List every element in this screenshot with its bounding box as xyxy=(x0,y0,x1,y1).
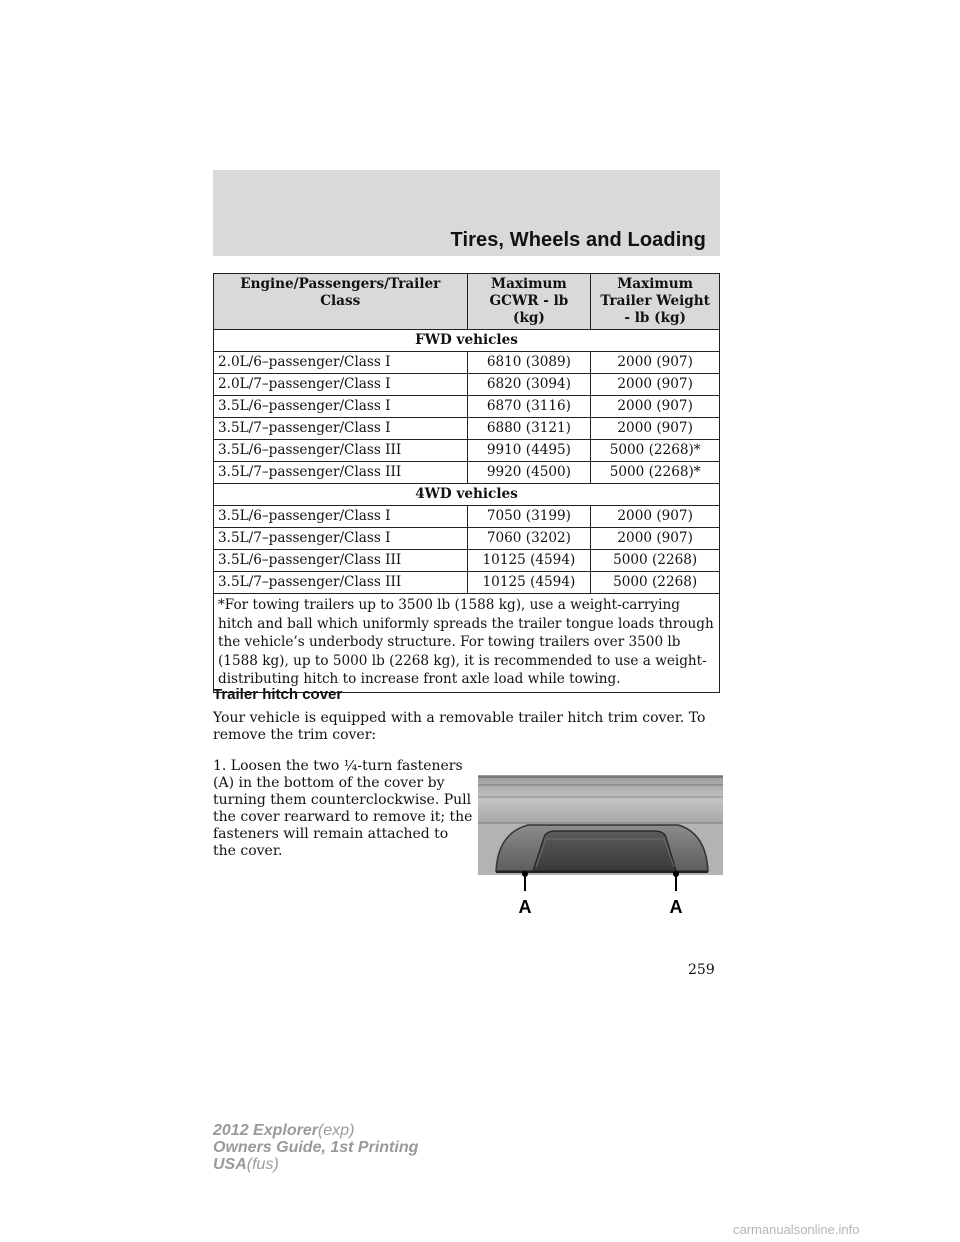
trailer-weight-cell: 5000 (2268)* xyxy=(591,462,720,484)
header-max-gcwr: Maximum GCWR - lb (kg) xyxy=(467,274,591,330)
header-max-trailer-weight: Maximum Trailer Weight - lb (kg) xyxy=(591,274,720,330)
gcwr-cell: 10125 (4594) xyxy=(467,572,591,594)
gcwr-cell: 7050 (3199) xyxy=(467,506,591,528)
trailer-weight-cell: 5000 (2268)* xyxy=(591,440,720,462)
towing-capacity-table xyxy=(213,273,720,693)
group-label: FWD vehicles xyxy=(214,330,720,352)
footer-edition: Owners Guide, 1st Printing xyxy=(213,1139,419,1156)
trailer-weight-cell: 2000 (907) xyxy=(591,506,720,528)
gcwr-cell: 6880 (3121) xyxy=(467,418,591,440)
table-row xyxy=(214,374,720,396)
footer-market: USA xyxy=(213,1156,247,1173)
engine-class-cell: 2.0L/7–passenger/Class I xyxy=(214,374,468,396)
engine-class-cell: 3.5L/6–passenger/Class III xyxy=(214,440,468,462)
engine-class-cell: 3.5L/6–passenger/Class III xyxy=(214,550,468,572)
trailer-weight-cell: 2000 (907) xyxy=(591,528,720,550)
engine-class-cell: 3.5L/7–passenger/Class III xyxy=(214,572,468,594)
trailer-weight-cell: 2000 (907) xyxy=(591,418,720,440)
engine-class-cell: 3.5L/6–passenger/Class I xyxy=(214,396,468,418)
group-row-fwd xyxy=(214,330,720,352)
table-row xyxy=(214,396,720,418)
table-row xyxy=(214,418,720,440)
page-number: 259 xyxy=(688,962,715,978)
gcwr-cell: 10125 (4594) xyxy=(467,550,591,572)
table-header-row xyxy=(214,274,720,330)
table-row xyxy=(214,462,720,484)
trailer-weight-cell: 2000 (907) xyxy=(591,374,720,396)
table-row xyxy=(214,550,720,572)
gcwr-cell: 7060 (3202) xyxy=(467,528,591,550)
table-row xyxy=(214,440,720,462)
cover-recess xyxy=(533,831,676,871)
engine-class-cell: 2.0L/6–passenger/Class I xyxy=(214,352,468,374)
hitch-cover-illustration xyxy=(478,775,723,920)
engine-class-cell: 3.5L/7–passenger/Class I xyxy=(214,528,468,550)
section-title: Tires, Wheels and Loading xyxy=(450,229,706,251)
callout-a-right: A xyxy=(669,897,683,917)
footer-model-code: (exp) xyxy=(317,1122,355,1139)
engine-class-cell: 3.5L/6–passenger/Class I xyxy=(214,506,468,528)
group-row-4wd xyxy=(214,484,720,506)
step-1-text: 1. Loosen the two ¼-turn fasteners (A) in the bottom of the cover by turning them counterclockwise. Pull the cover rearward to remove it; the fasteners will remain attached to the cover. xyxy=(213,758,473,859)
intro-paragraph: Your vehicle is equipped with a removable trailer hitch trim cover. To remove the trim cover: xyxy=(213,710,706,743)
trailer-weight-cell: 2000 (907) xyxy=(591,396,720,418)
fastener-right-dot xyxy=(673,871,679,877)
section-heading: Trailer hitch cover xyxy=(213,686,343,703)
table-row xyxy=(214,352,720,374)
header-engine-class: Engine/Passengers/Trailer Class xyxy=(214,274,468,330)
table-footnote: *For towing trailers up to 3500 lb (1588 kg), use a weight-carrying hitch and ball which uniformly spreads the trailer tongue loads through the vehicle’s underbody structure. For towing trailers over 3500 lb (1588 kg), up to 5000 lb (2268 kg), it is recommended to use a weight-distributing hitch to increase front axle load while towing. xyxy=(214,594,720,693)
hitch-cover-drawing xyxy=(478,775,723,920)
engine-class-cell: 3.5L/7–passenger/Class III xyxy=(214,462,468,484)
engine-class-cell: 3.5L/7–passenger/Class I xyxy=(214,418,468,440)
group-label: 4WD vehicles xyxy=(214,484,720,506)
trailer-weight-cell: 5000 (2268) xyxy=(591,572,720,594)
gcwr-cell: 6870 (3116) xyxy=(467,396,591,418)
table-row xyxy=(214,506,720,528)
footnote-row xyxy=(214,594,720,693)
callout-a-left: A xyxy=(518,897,532,917)
table-row xyxy=(214,572,720,594)
table-row xyxy=(214,528,720,550)
gcwr-cell: 9910 (4495) xyxy=(467,440,591,462)
section-header-band xyxy=(213,170,720,256)
gcwr-cell: 9920 (4500) xyxy=(467,462,591,484)
fastener-left-dot xyxy=(522,871,528,877)
trailer-weight-cell: 5000 (2268) xyxy=(591,550,720,572)
document-footer xyxy=(213,1122,418,1173)
footer-model: 2012 Explorer xyxy=(213,1122,318,1139)
gcwr-cell: 6810 (3089) xyxy=(467,352,591,374)
bumper-top xyxy=(478,775,723,823)
gcwr-cell: 6820 (3094) xyxy=(467,374,591,396)
trailer-weight-cell: 2000 (907) xyxy=(591,352,720,374)
footer-market-code: (fus) xyxy=(246,1156,279,1173)
watermark-link[interactable]: carmanualsonline.info xyxy=(733,1222,860,1237)
